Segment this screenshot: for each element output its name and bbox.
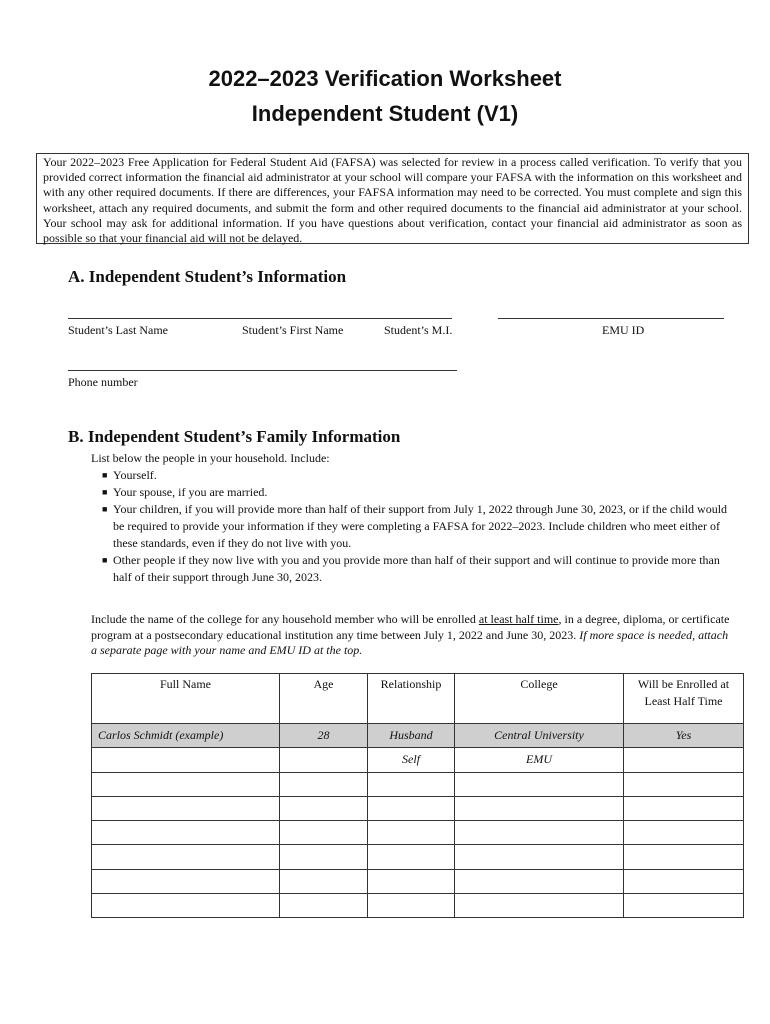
cell-enrolled[interactable] — [624, 894, 744, 918]
student-name-line[interactable] — [68, 318, 452, 319]
cell-full-name[interactable] — [92, 845, 280, 869]
table-row — [92, 894, 744, 918]
cell-age[interactable] — [280, 748, 368, 772]
cell-relationship[interactable] — [368, 796, 455, 820]
cell-college[interactable] — [455, 845, 624, 869]
col-header-age: Age — [280, 674, 368, 724]
cell-college[interactable]: Central University — [455, 724, 624, 748]
bullet-icon: ■ — [102, 470, 108, 480]
table-row — [92, 748, 744, 772]
household-table — [91, 673, 744, 918]
cell-age[interactable] — [280, 772, 368, 796]
cell-full-name[interactable] — [92, 869, 280, 893]
list-item: ■ Other people if they now live with you and you provide more than half of their support and will continue to provide more than half of their support through June 30, 2023. — [102, 553, 720, 584]
cell-enrolled[interactable] — [624, 869, 744, 893]
last-name-label: Student’s Last Name — [68, 323, 168, 337]
table-row — [92, 821, 744, 845]
cell-age[interactable] — [280, 869, 368, 893]
table-row — [92, 869, 744, 893]
cell-college[interactable] — [455, 772, 624, 796]
col-header-college: College — [455, 674, 624, 724]
bullet-icon: ■ — [102, 555, 108, 565]
table-header-row — [92, 674, 744, 724]
list-item: ■ Your children, if you will provide more than half of their support from July 1, 2022 through June 30, 2023, or if the child would be required to provide your information if they were completing a FAFSA for 2022–2023. Include children who meet either of these standards, even if they do not live with you. — [102, 502, 728, 550]
table-row — [92, 772, 744, 796]
cell-relationship[interactable] — [368, 772, 455, 796]
cell-full-name[interactable] — [92, 894, 280, 918]
col-header-relationship: Relationship — [368, 674, 455, 724]
col-header-full-name: Full Name — [92, 674, 280, 724]
col-header-enrolled: Will be Enrolled at Least Half Time — [624, 674, 744, 724]
cell-relationship[interactable] — [368, 869, 455, 893]
cell-relationship[interactable] — [368, 894, 455, 918]
table-row — [92, 845, 744, 869]
page-subtitle: Independent Student (V1) — [251, 101, 519, 126]
half-time-term: at least half time — [478, 612, 559, 626]
cell-college[interactable] — [455, 796, 624, 820]
cell-enrolled[interactable] — [624, 772, 744, 796]
cell-college[interactable] — [455, 894, 624, 918]
mi-label: Student’s M.I. — [384, 323, 453, 337]
list-item: ■ Yourself. — [102, 468, 157, 482]
table-row — [92, 796, 744, 820]
cell-full-name[interactable] — [92, 748, 280, 772]
bullet-icon: ■ — [102, 504, 108, 514]
cell-age[interactable]: 28 — [280, 724, 368, 748]
cell-college[interactable] — [455, 869, 624, 893]
cell-age[interactable] — [280, 894, 368, 918]
section-a-heading: A. Independent Student’s Information — [68, 267, 347, 286]
extra-space-note: If more space is needed, attach a separate page with your name and EMU ID at the top. — [91, 627, 729, 657]
cell-enrolled[interactable] — [624, 796, 744, 820]
cell-relationship[interactable]: Self — [368, 748, 455, 772]
intro-notice: Your 2022–2023 Free Application for Federal Student Aid (FAFSA) was selected for review in a process called verification. To verify that you provided correct information the financial aid administrator at your school will compare your FAFSA with the information on this worksheet and with any other required documents. If there are differences, your FAFSA information may need to be corrected. You must complete and sign this worksheet, attach any required documents, and submit the form and other required documents to the financial aid administrator at your school. Your school may ask for additional information. If you have questions about verification, contact your financial aid administrator as soon as possible so that your financial aid will not be delayed. — [36, 153, 749, 244]
cell-age[interactable] — [280, 796, 368, 820]
cell-enrolled[interactable] — [624, 845, 744, 869]
college-instructions: Include the name of the college for any household member who will be enrolled at least half time, in a degree, diploma, or certificate program at a postsecondary educational institution any time between July 1, 2022 and June 30, 2023. If more space is needed, attach a separate page with your name and EMU ID at the top. — [91, 612, 730, 657]
list-intro: List below the people in your household. Include: — [91, 451, 330, 465]
cell-college[interactable] — [455, 821, 624, 845]
cell-college[interactable]: EMU — [455, 748, 624, 772]
cell-full-name[interactable] — [92, 821, 280, 845]
cell-full-name[interactable]: Carlos Schmidt (example) — [92, 724, 280, 748]
cell-enrolled[interactable] — [624, 821, 744, 845]
list-item: ■ Your spouse, if you are married. — [102, 485, 268, 499]
cell-age[interactable] — [280, 845, 368, 869]
cell-full-name[interactable] — [92, 772, 280, 796]
cell-enrolled[interactable]: Yes — [624, 724, 744, 748]
household-bullets — [91, 467, 731, 586]
cell-age[interactable] — [280, 821, 368, 845]
emu-id-label: EMU ID — [602, 323, 645, 337]
phone-line[interactable] — [68, 370, 457, 371]
first-name-label: Student’s First Name — [242, 323, 344, 337]
household-instructions — [91, 450, 731, 586]
phone-label: Phone number — [68, 375, 138, 389]
cell-enrolled[interactable] — [624, 748, 744, 772]
section-b-heading: B. Independent Student’s Family Information — [68, 427, 401, 446]
cell-relationship[interactable] — [368, 845, 455, 869]
bullet-icon: ■ — [102, 487, 108, 497]
cell-relationship[interactable]: Husband — [368, 724, 455, 748]
cell-relationship[interactable] — [368, 821, 455, 845]
table-row-example — [92, 724, 744, 748]
page-title: 2022–2023 Verification Worksheet — [208, 66, 562, 91]
emu-id-line[interactable] — [498, 318, 724, 319]
cell-full-name[interactable] — [92, 796, 280, 820]
